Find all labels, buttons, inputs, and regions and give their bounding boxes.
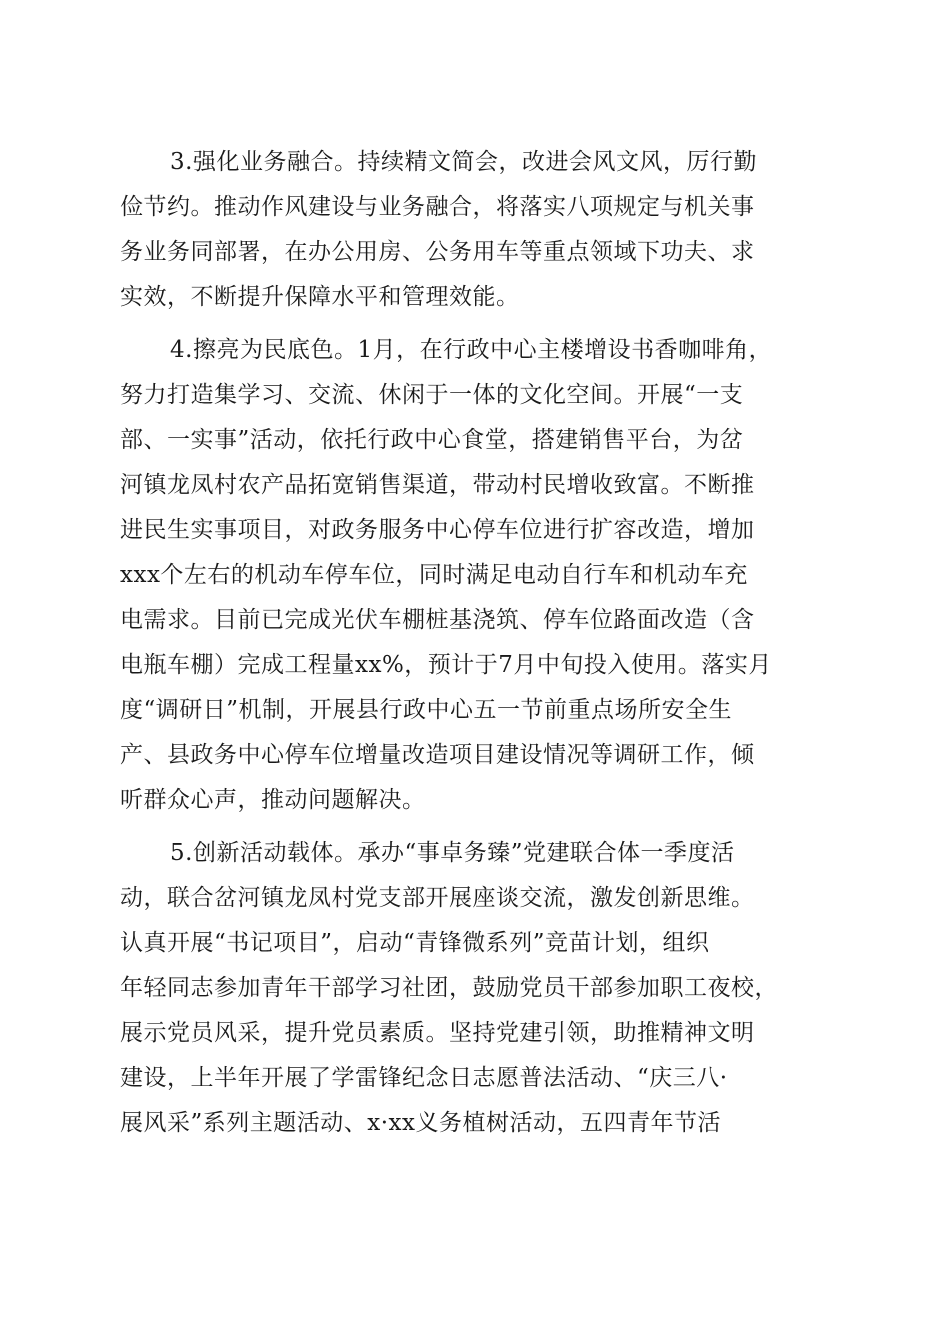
paragraph-gap <box>120 823 840 831</box>
paragraph-line: 俭节约。推动作风建设与业务融合，将落实八项规定与机关事 <box>120 194 755 220</box>
paragraph-line: 建设，上半年开展了学雷锋纪念日志愿普法活动、“庆三八· <box>120 1065 728 1091</box>
paragraph-line: 展风采”系列主题活动、x·xx义务植树活动，五四青年节活 <box>120 1110 721 1136</box>
paragraph-line: 产、县政务中心停车位增量改造项目建设情况等调研工作，倾 <box>120 742 755 768</box>
paragraph-4 <box>120 328 840 823</box>
paragraph-line: 3.强化业务融合。持续精文简会，改进会风文风，厉行勤 <box>170 149 757 175</box>
paragraph-line: 务业务同部署，在办公用房、公务用车等重点领域下功夫、求 <box>120 239 755 265</box>
paragraph-line: 认真开展“书记项目”，启动“青锋微系列”竞苗计划，组织 <box>120 930 710 956</box>
document-body <box>120 140 840 1146</box>
paragraph-5 <box>120 831 840 1146</box>
paragraph-line: 实效，不断提升保障水平和管理效能。 <box>120 284 520 310</box>
paragraph-line: 听群众心声，推动问题解决。 <box>120 787 426 813</box>
paragraph-line: 动，联合岔河镇龙凤村党支部开展座谈交流，激发创新思维。 <box>120 885 755 911</box>
paragraph-3 <box>120 140 840 320</box>
paragraph-gap <box>120 320 840 328</box>
paragraph-line: 电需求。目前已完成光伏车棚桩基浇筑、停车位路面改造（含 <box>120 607 755 633</box>
paragraph-line: 5.创新活动载体。承办“事卓务臻”党建联合体一季度活 <box>170 840 735 866</box>
paragraph-line: 年轻同志参加青年干部学习社团，鼓励党员干部参加职工夜校， <box>120 975 778 1001</box>
paragraph-line: 展示党员风采，提升党员素质。坚持党建引领，助推精神文明 <box>120 1020 755 1046</box>
paragraph-line: 4.擦亮为民底色。1月，在行政中心主楼增设书香咖啡角， <box>170 337 773 363</box>
paragraph-line: 电瓶车棚）完成工程量xx%，预计于7月中旬投入使用。落实月 <box>120 652 772 678</box>
paragraph-line: xxx个左右的机动车停车位，同时满足电动自行车和机动车充 <box>120 562 748 588</box>
paragraph-line: 度“调研日”机制，开展县行政中心五一节前重点场所安全生 <box>120 697 733 723</box>
paragraph-line: 努力打造集学习、交流、休闲于一体的文化空间。开展“一支 <box>120 382 744 408</box>
paragraph-line: 部、一实事”活动，依托行政中心食堂，搭建销售平台，为岔 <box>120 427 744 453</box>
paragraph-line: 河镇龙凤村农产品拓宽销售渠道，带动村民增收致富。不断推 <box>120 472 755 498</box>
paragraph-line: 进民生实事项目，对政务服务中心停车位进行扩容改造，增加 <box>120 517 755 543</box>
